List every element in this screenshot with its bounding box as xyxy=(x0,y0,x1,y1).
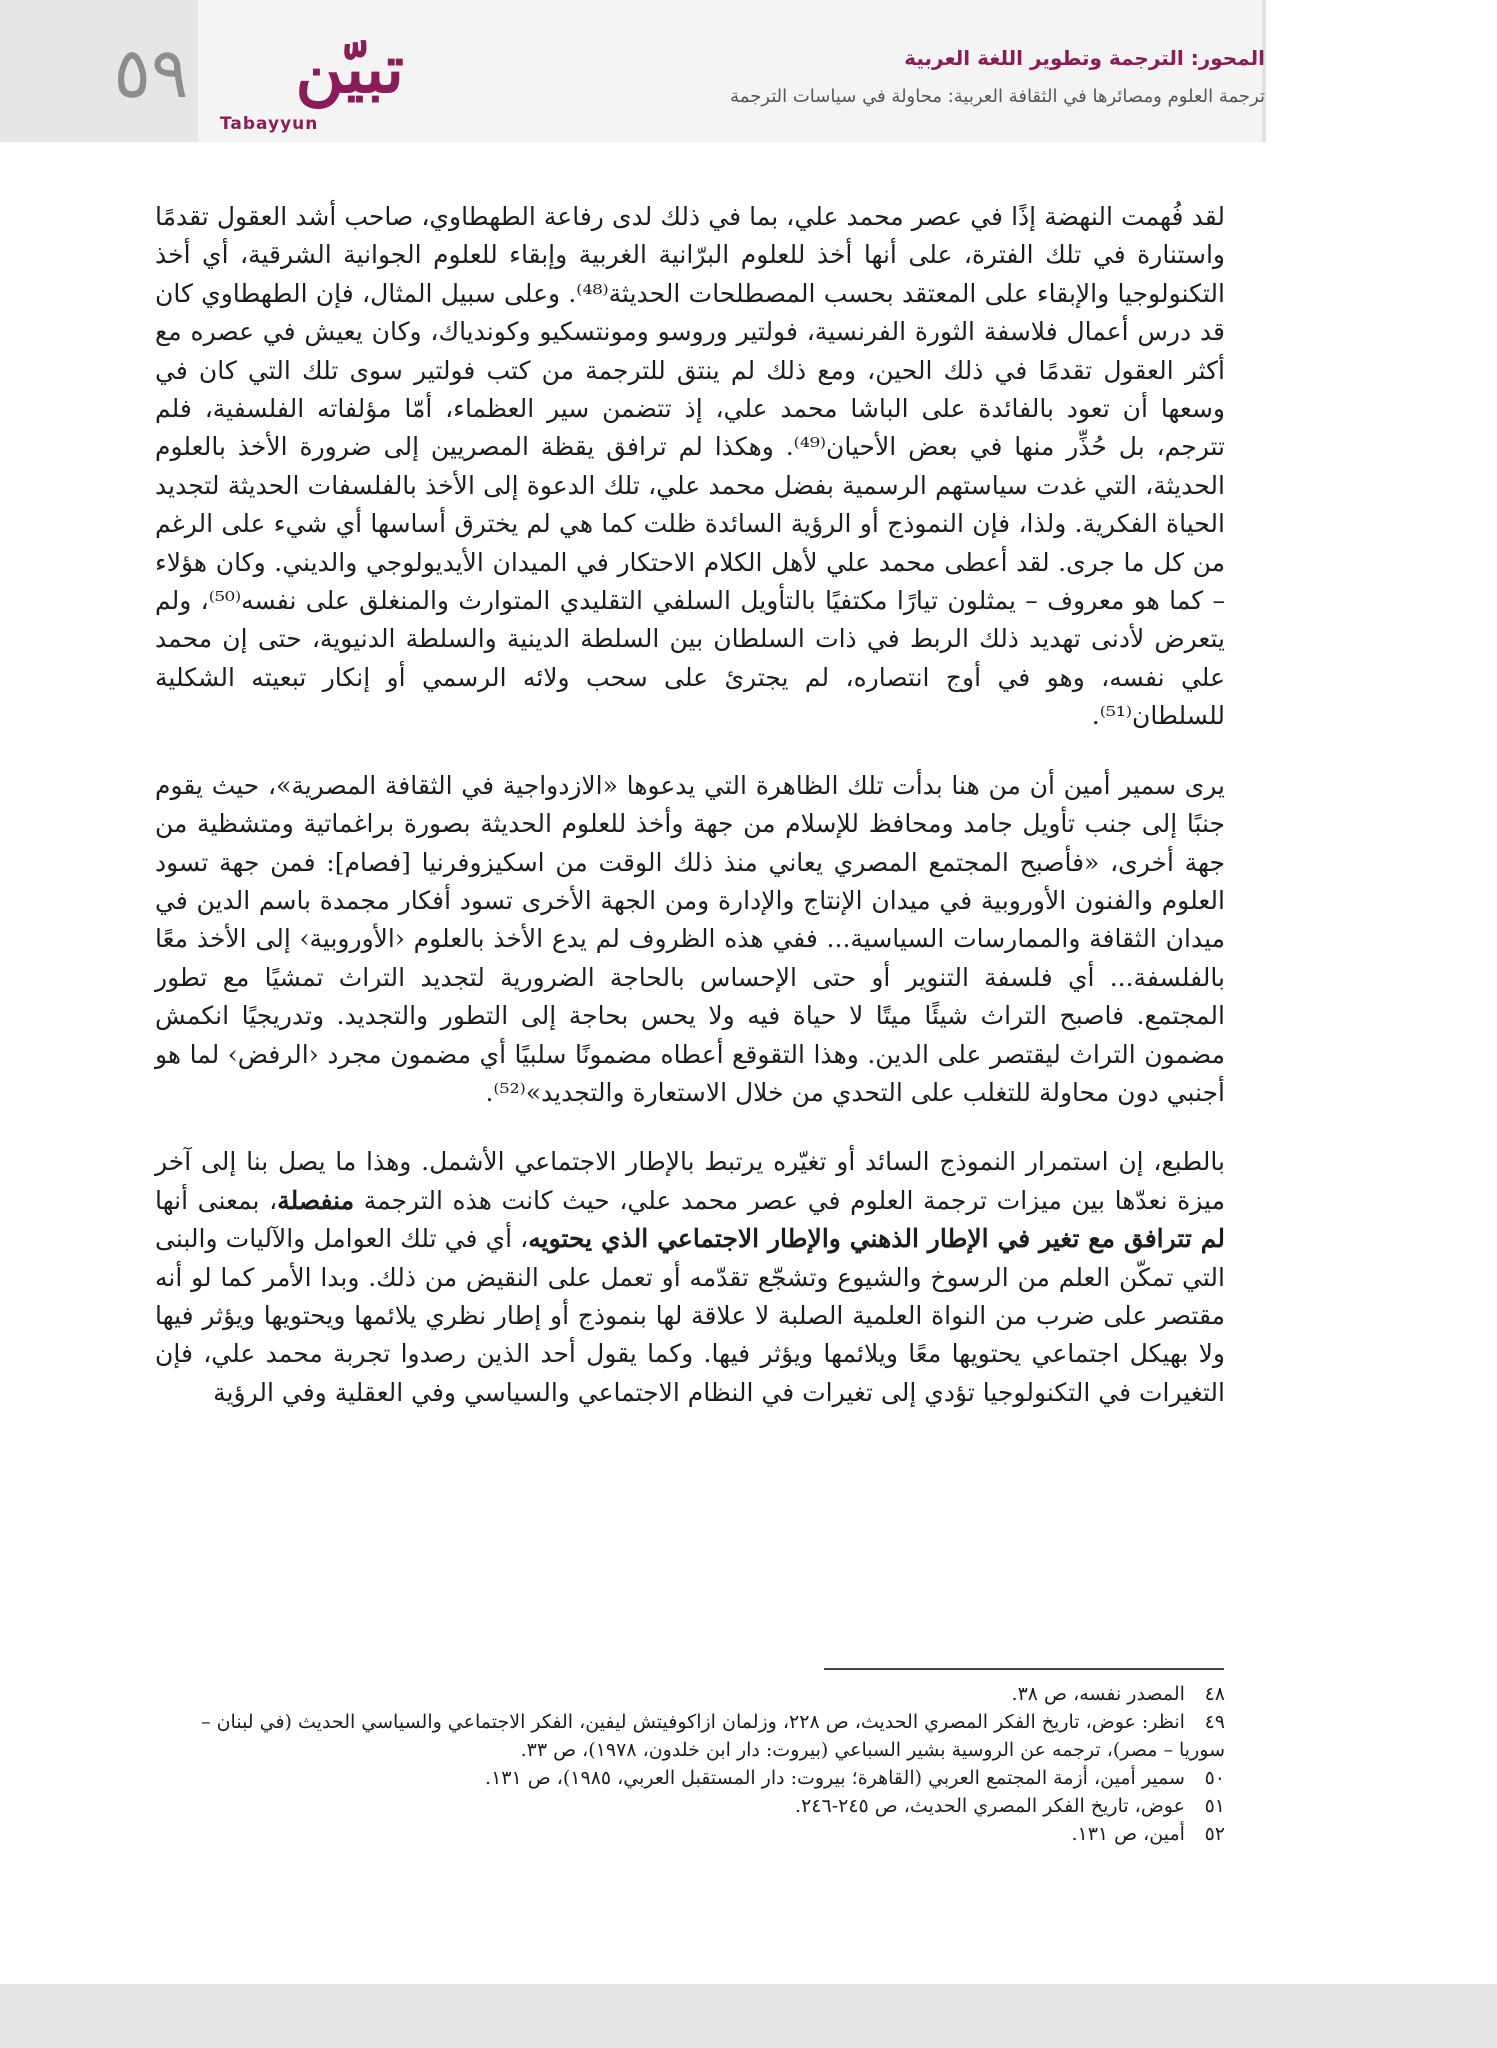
brand-logo-arabic: تبيّن xyxy=(295,30,404,108)
brand-logo-latin: Tabayyun xyxy=(220,114,319,134)
paragraph-3-mid: ، بمعنى أنها xyxy=(155,1185,278,1215)
section-title: المحور: الترجمة وتطوير اللغة العربية xyxy=(904,46,1265,70)
paragraph-2: يرى سمير أمين أن من هنا بدأت تلك الظاهرة التي يدعوها «الازدواجية في الثقافة المصرية»، حيث يقوم جنبًا إلى جنب تأويل جامد ومحافظ للإسلام من جهة وأخذ للعلوم الحديثة بصورة براغماتية ومتشظية من جهة أخرى، «فأصبح المجتمع المصري يعاني منذ ذلك الوقت من اسكيزوفرنيا [فصام]: فمن جهة تسود العلوم والفنون الأوروبية في ميدان الإنتاج والإدارة ومن الجهة الأخرى تسود أفكار مجمدة باسم الدين في ميدان الثقافة والممارسات السياسية... ففي هذه الظروف لم يدع الأخذ بالعلوم ‹الأوروبية› إلى الأخذ معًا بالفلسفة... أي فلسفة التنوير أو حتى الإحساس بالحاجة الضرورية لتجديد التراث تمشيًا مع تطور المجتمع. فاصبح التراث شيئًا ميتًا لا حياة فيه ولا يحس بحاجة إلى التطور والتجديد. وتدريجيًا انكمش مضمون التراث ليقتصر على الدين. وهذا التقوقع أعطاه مضمونًا سلبيًا أي مضمون مجرد ‹الرفض› لما هو أجنبي دون محاولة للتغلب على التحدي من خلال الاستعارة والتجديد»⁽⁵²⁾. xyxy=(155,770,1225,1107)
paragraph-3-tail: ، أي في تلك العوامل والآليات والبنى التي تمكّن العلم من الرسوخ والشيوع وتشجّع تقدّمه أو تعمل على النقيض من ذلك. وبدا الأمر كما لو أنه مقتصر على ضرب من النواة العلمية الصلبة لا علاقة لها بنموذج أو إطار نظري يلائمها ويحتويها ويؤثر فيها ولا بهيكل اجتماعي يحتويها معًا ويلائمها ويؤثر فيها. وكما يقول أحد الذين رصدوا تجربة محمد علي، فإن التغيرات في التكنولوجيا تؤدي إلى تغيرات في النظام الاجتماعي والسياسي وفي العقلية وفي الرؤية xyxy=(155,1224,1225,1407)
footnote-separator xyxy=(824,1668,1224,1670)
footnote-text: انظر: عوض، تاريخ الفكر المصري الحديث، ص ٢٢٨، وزلمان ازاكوفيتش ليفين، الفكر الاجتماعي والسياسي الحديث (في لبنان – سوريا – مصر)، ترجمه عن الروسية بشير السباعي (بيروت: دار ابن خلدون، ١٩٧٨)، ص ٣٣. xyxy=(201,1711,1225,1761)
footnote-number: ٤٨ xyxy=(1204,1683,1225,1705)
footnote-number: ٥١ xyxy=(1204,1795,1225,1817)
page-number: ٥٩ xyxy=(113,32,189,114)
article-title: ترجمة العلوم ومصائرها في الثقافة العربية: محاولة في سياسات الترجمة xyxy=(730,86,1265,107)
footnote-text: سمير أمين، أزمة المجتمع العربي (القاهرة؛ بيروت: دار المستقبل العربي، ١٩٨٥)، ص ١٣١. xyxy=(485,1767,1185,1789)
body-text xyxy=(155,198,1225,1443)
footnote xyxy=(155,1764,1225,1792)
footnote-text: المصدر نفسه، ص ٣٨. xyxy=(1011,1683,1185,1705)
footnote-number: ٥٢ xyxy=(1204,1823,1225,1845)
footnote xyxy=(155,1792,1225,1820)
paragraph-3-lead: بالطبع، إن استمرار النموذج السائد أو تغيّره يرتبط بالإطار الاجتماعي الأشمل. وهذا ما يصل بنا إلى آخر ميزة نعدّها بين ميزات ترجمة العلوم في عصر محمد علي، حيث كانت هذه الترجمة xyxy=(155,1147,1225,1215)
footnote xyxy=(155,1820,1225,1848)
footer-band xyxy=(0,1984,1497,2048)
footnote-number: ٥٠ xyxy=(1204,1767,1225,1789)
paragraph-3-emphasis-2: لم تترافق مع تغير في الإطار الذهني والإطار الاجتماعي الذي يحتويه xyxy=(528,1224,1225,1254)
footnote-text: عوض، تاريخ الفكر المصري الحديث، ص ٢٤٥-٢٤٦. xyxy=(795,1795,1185,1817)
footnote-number: ٤٩ xyxy=(1204,1711,1225,1733)
footnote xyxy=(155,1680,1225,1708)
paragraph-3-emphasis-1: منفصلة xyxy=(277,1185,355,1215)
footnote-text: أمين، ص ١٣١. xyxy=(1071,1823,1185,1845)
paragraph-1: لقد فُهمت النهضة إذًا في عصر محمد علي، بما في ذلك لدى رفاعة الطهطاوي، صاحب أشد العقول تقدمًا واستنارة في تلك الفترة، على أنها أخذ للعلوم البرّانية الغربية وإبقاء للعلوم الجوانية الشرقية، أي أخذ التكنولوجيا والإبقاء على المعتقد بحسب المصطلحات الحديثة⁽⁴⁸⁾. وعلى سبيل المثال، فإن الطهطاوي كان قد درس أعمال فلاسفة الثورة الفرنسية، فولتير وروسو ومونتسكيو وكوندياك، وكان يعيش في عصره مع أكثر العقول تقدمًا في ذلك الحين، ومع ذلك لم ينتق للترجمة من كتب فولتير سوى تلك التي كان في وسعها أن تعود بالفائدة على الباشا محمد علي، إذ تتضمن سير العظماء، أمّا مؤلفاته الفلسفية، فلم تترجم، بل حُذِّر منها في بعض الأحيان⁽⁴⁹⁾. وهكذا لم ترافق يقظة المصريين إلى ضرورة الأخذ بالعلوم الحديثة، التي غدت سياستهم الرسمية بفضل محمد علي، تلك الدعوة إلى الأخذ بالفلسفات الحديثة لتجديد الحياة الفكرية. ولذا، فإن النموذج أو الرؤية السائدة ظلت كما هي لم يخترق أساسها أي شيء على الرغم من كل ما جرى. لقد أعطى محمد علي لأهل الكلام الاحتكار في الميدان الأيديولوجي والديني. وكان هؤلاء – كما هو معروف – يمثلون تيارًا مكتفيًا بالتأويل السلفي التقليدي المتوارث والمنغلق على نفسه⁽⁵⁰⁾، ولم يتعرض لأدنى تهديد ذلك الربط في ذات السلطان بين السلطة الدينية والسلطة الدنيوية، حتى إن محمد علي نفسه، وهو في أوج انتصاره، لم يجترئ على سحب ولائه الرسمي أو إنكار تبعيته الشكلية للسلطان⁽⁵¹⁾. xyxy=(155,202,1226,731)
running-header xyxy=(505,46,1265,107)
brand-logo xyxy=(204,24,404,134)
paragraph-3 xyxy=(155,1143,1225,1412)
footnote xyxy=(155,1708,1225,1764)
footnotes xyxy=(155,1680,1225,1848)
